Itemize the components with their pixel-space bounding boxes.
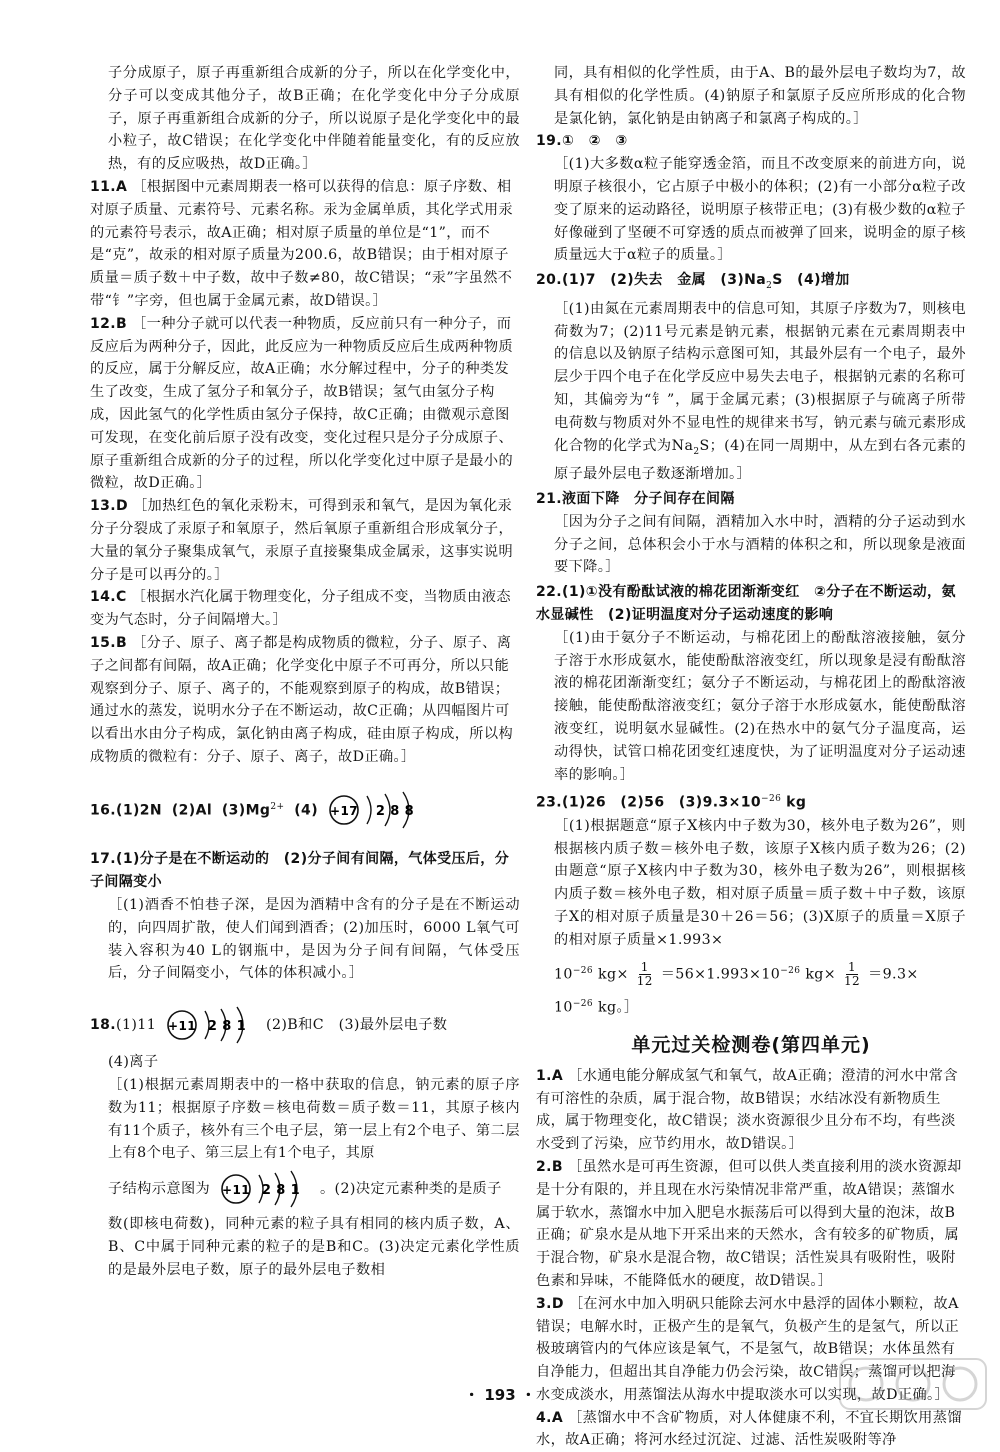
s2-explanation: ［虽然水是可再生资源，但可以供人类直接利用的淡水资源却是十分有限的，并且现在水污染情况非常严重，故A错误；蒸馏水属于软水，蒸馏水中加入肥皂水振荡后可以得到大量的泡沫，故B正确；矿泉水是从地下开采出来的天然水，含有较多的矿物质，属于混合物，矿泉水是混合物，故C错误；活性炭具有吸附性，吸附色素和异味，不能降低水的硬度，故D错误。］ xyxy=(536,1158,962,1289)
q15-number: 15. xyxy=(90,634,117,651)
q23-formula-part: 10 xyxy=(554,1000,573,1017)
q23-formula-part: kg。］ xyxy=(597,1000,639,1017)
q16-answer-4: (4) xyxy=(294,802,318,819)
q23-formula-part: 10 xyxy=(554,966,573,983)
q18-nucleus-label-2: +11 xyxy=(222,1183,251,1198)
q23-formula xyxy=(536,954,966,992)
q20-explanation xyxy=(536,298,966,486)
q23-item xyxy=(536,788,966,815)
q19-explanation: ［(1)大多数α粒子能穿透金箔，而且不改变原来的前进方向，说明原子核很小，它占原子中极小的体积；(2)有一小部分α粒子改变了原来的运动路径，说明原子核带正电；(3)有极少数的α粒子好像碰到了坚硬不可穿透的质点而被弹了回来，说明金的原子核质量远大于α粒子的质量。］ xyxy=(554,156,966,264)
q23-formula-part: ＝9.3× xyxy=(868,966,919,983)
q23-formula-exp: −26 xyxy=(572,965,594,976)
q18-explanation-b1: 子结构示意图为 xyxy=(108,1181,211,1198)
q12-item xyxy=(90,313,520,495)
q20-item xyxy=(536,269,966,298)
q16-nucleus-label: +17 xyxy=(329,804,358,819)
q16-item xyxy=(90,787,520,831)
s3-number: 3. xyxy=(536,1295,552,1312)
q13-item xyxy=(90,495,520,586)
page-number: ・ 193 ・ xyxy=(464,1386,536,1404)
s2-number: 2. xyxy=(536,1158,552,1175)
fraction-numerator: 1 xyxy=(848,959,857,974)
q23-formula-end xyxy=(536,993,966,1020)
s2-answer: B xyxy=(551,1158,563,1175)
q17-item xyxy=(90,848,520,894)
q18-explanation-b2: 。(2)决定元素种类的是质子 xyxy=(319,1181,502,1198)
q18-answer-2: (2)B和C (3)最外层电子数 xyxy=(266,1017,448,1034)
q18-explanation-a: ［(1)根据元素周期表中的一格中获取的信息，钠元素的原子序数为11；根据原子序数＝核电荷数＝质子数＝11，其原子核内有11个质子，核外有三个电子层，第一层上有2个电子、第二层上有8个电子、第三层上有1个电子，其原 xyxy=(108,1077,520,1162)
q18-explanation-b xyxy=(90,1167,520,1211)
q23-answer-a: (1)26 (2)56 (3)9.3×10 xyxy=(562,795,762,812)
q12-number: 12. xyxy=(90,315,117,332)
q20-explanation-sub: 2 xyxy=(693,446,700,457)
q12-explanation: ［一种分子就可以代表一种物质，反应前只有一种分子，而反应后为两种分子，因此，此反应为一种物质反应后生成两种物质的反应，属于分解反应，故A正确；水分解过程中，分子的种类发生了改变，生成了氢分子和氧分子，故B错误；氢气由氢分子构成，因此氢气的化学性质由氢分子保持，故C正确；由微观示意图可发现，在变化前后原子没有改变，变化过程只是分子分成原子、原子重新组合成新的分子的过程，所以化学变化过中原子是最小的微粒，故D正确。］ xyxy=(90,315,514,492)
q23-formula-part: kg× xyxy=(805,966,837,983)
q23-explanation: ［(1)根据题意“原子X核内中子数为30，核外电子数为26”，则根据核内质子数＝核外电子数，该原子X核内质子数为26；(2)由题意“原子X核内中子数为30，核外电子数为26”，则根据核内质子数＝核外电子数，相对原子质量＝质子数＋中子数，该原子X的相对原子质量是30＋26＝56；(3)X原子的质量＝X原子的相对原子质量×1.993× xyxy=(554,817,966,948)
q21-answer: 液面下降 分子间存在间隔 xyxy=(562,491,735,507)
q20-answer-sub: 2 xyxy=(766,281,773,291)
q18-shell-electrons: 2 8 1 xyxy=(207,1019,247,1035)
fraction-denominator: 12 xyxy=(844,973,861,988)
q16-charge: 2+ xyxy=(270,801,285,812)
q18-answer-1: (1)11 xyxy=(116,1017,157,1034)
s4-explanation: ［蒸馏水中不含矿物质，对人体健康不利，不宜长期饮用蒸馏水，故A正确；将河水经过沉淀、过滤、活性炭吸附等净 xyxy=(536,1409,962,1449)
q17-answer: (1)分子是在不断运动的 (2)分子间有间隔，气体受压后，分子间隔变小 xyxy=(90,851,510,891)
s1-item xyxy=(536,1065,966,1156)
q22-item xyxy=(536,581,966,627)
q22-number: 22. xyxy=(536,584,563,601)
sodium-atom-structure-diagram-2 xyxy=(219,1169,311,1209)
q23-formula-exp: −26 xyxy=(572,999,594,1010)
q19-number: 19. xyxy=(536,133,563,150)
q18-number: 18. xyxy=(90,1017,117,1034)
q18-answer-4: (4)离子 xyxy=(108,1054,159,1071)
fraction-numerator: 1 xyxy=(640,959,649,974)
q23-formula-exp: −26 xyxy=(780,965,801,976)
s4-answer: A xyxy=(551,1409,564,1426)
q12-answer: B xyxy=(116,315,128,332)
s1-answer: A xyxy=(551,1067,564,1084)
q15-item xyxy=(90,632,520,769)
q23-formula-part: ＝56×1.993×10 xyxy=(660,966,781,983)
chlorine-ion-structure-diagram xyxy=(327,790,437,830)
q13-number: 13. xyxy=(90,498,117,515)
q18-item xyxy=(90,1005,520,1045)
q20-answer-a: (1)7 (2)失去 金属 (3)Na xyxy=(562,272,767,289)
atom-diagram-icon xyxy=(165,1005,257,1045)
q22-answer: (1)①没有酚酞试液的棉花团渐渐变红 ②分子在不断运动，氨水显碱性 (2)证明温度对分子运动速度的影响 xyxy=(536,584,956,623)
q11-answer: A xyxy=(116,178,128,195)
q16-answer-1: (1)2N xyxy=(116,802,163,819)
q18-shell-electrons-2: 2 8 1 xyxy=(261,1183,301,1199)
s1-number: 1. xyxy=(536,1067,552,1084)
q13-explanation: ［加热红色的氧化汞粉末，可得到汞和氧气，是因为氧化汞分子分裂成了汞原子和氧原子，然后氧原子重新组合形成氧分子，大量的氧分子聚集成氧气，汞原子直接聚集成金属汞，这事实说明分子是可以再分的。］ xyxy=(90,498,514,583)
s3-answer: D xyxy=(551,1295,564,1312)
one-twelfth-fraction xyxy=(637,961,653,988)
fraction-denominator: 12 xyxy=(636,973,653,988)
q20-number: 20. xyxy=(536,272,563,289)
q23-answer-sup: −26 xyxy=(761,794,782,805)
atom-diagram-icon xyxy=(327,790,437,830)
right-column xyxy=(536,62,966,1452)
q23-number: 23. xyxy=(536,795,563,812)
q20-answer-b: S (4)增加 xyxy=(772,272,850,289)
q17-explanation: ［(1)酒香不怕巷子深，是因为酒精中含有的分子是在不断运动的，向四周扩散，使人们闻到酒香；(2)加压时，6000 L氧气可装入容积为40 L的钢瓶中，是因为分子间有间隔，气体受压后，分子间隔变小，气体的体积减小。］ xyxy=(108,897,520,982)
left-continuation: 子分成原子，原子再重新组合成新的分子，所以在化学变化中，分子可以变成其他分子，故B正确；在化学变化中分子分成原子，原子再重新组合成新的分子，所以说原子是化学变化中的最小粒子，故C错误；在化学变化中伴随着能量变化，有的反应放热，有的反应吸热，故D正确。］ xyxy=(108,65,520,173)
q20-explanation-a: ［(1)由氮在元素周期表中的信息可知，其原子序数为7，则核电荷数为7；(2)11号元素是钠元素，根据钠元素在元素周期表中的信息以及钠原子结构示意图可知，其最外层有一个电子，最外层少于四个电子在化学反应中易失去电子，根据钠元素的名称可知，其偏旁为“钅”，属于金属元素；(3)根据原子与硫离子所带电荷数与物质对外不显电性的规律来书写，钠元素与硫元素形成化合物的化学式为Na xyxy=(554,300,966,454)
q17-number: 17. xyxy=(90,851,117,868)
left-column xyxy=(90,62,520,1284)
q16-shell-electrons: 2 8 8 xyxy=(375,804,415,820)
one-twelfth-fraction xyxy=(844,961,860,988)
q21-number: 21. xyxy=(536,491,563,507)
q11-number: 11. xyxy=(90,178,117,195)
q21-item xyxy=(536,488,966,511)
q13-answer: D xyxy=(116,498,129,515)
q18-nucleus-label: +11 xyxy=(168,1019,197,1034)
q11-explanation: ［根据图中元素周期表一格可以获得的信息：原子序数、相对原子质量、元素符号、元素名称。汞为金属单质，其化学式用汞的元素符号表示，故A正确；相对原子质量的单位是“1”，而不是“克”，故汞的相对原子质量为200.6，故B错误；由于相对原子质量＝质子数＋中子数，故中子数≠80，故C错误；“汞”字虽然不带“钅”字旁，但也属于金属元素，故D错误。］ xyxy=(90,178,514,309)
q18-explanation-c: 数(即核电荷数)，同种元素的粒子具有相同的核内质子数，A、B、C中属于同种元素的粒子的是B和C。(3)决定元素化学性质的是最外层电子数，原子的最外层电子数相 xyxy=(108,1216,520,1278)
q19-answer: ① ② ③ xyxy=(562,133,628,150)
right-continuation: 同，具有相似的化学性质，由于A、B的最外层电子数均为7，故具有相似的化学性质。(4)钠原子和氯原子反应所形成的化合物是氯化钠，氯化钠是由钠离子和氯离子构成的。］ xyxy=(554,65,966,127)
q20-explanation-b: S；(4)在同一周期中，从左到右各元素的原子最外层电子数逐渐增加。］ xyxy=(554,437,967,483)
s2-item xyxy=(536,1156,966,1293)
q16-answer-3: (3)Mg xyxy=(221,802,271,819)
s3-explanation: ［在河水中加入明矾只能除去河水中悬浮的固体小颗粒，故A错误；电解水时，正极产生的是氧气，负极产生的是氢气，所以正极玻璃管内的气体应该是氧气，不是氢气，故B错误；水体虽然有自净能力，但超出其自净能力仍会污染，故C错误；蒸馏可以把海水变成淡水，用蒸馏法从海水中提取淡水可以实现，故D正确。］ xyxy=(536,1295,960,1403)
atom-diagram-icon xyxy=(219,1169,311,1209)
q19-item xyxy=(536,130,966,153)
s1-explanation: ［水通电能分解成氢气和氧气，故A正确；澄清的河水中常含有可溶性的杂质，属于混合物，故B错误；水结冰没有新物质生成，属于物理变化，故C错误；淡水资源很少且分布不均，有些淡水受到了污染，应节约用水，故D错误。］ xyxy=(536,1067,958,1153)
q14-explanation: ［根据水汽化属于物理变化，分子组成不变，当物质由液态变为气态时，分子间隔增大。］ xyxy=(90,589,511,629)
q14-item xyxy=(90,586,520,632)
q11-item xyxy=(90,176,520,313)
s4-number: 4. xyxy=(536,1409,552,1426)
q14-number: 14. xyxy=(90,589,117,606)
q22-explanation: ［(1)由于氨分子不断运动，与棉花团上的酚酞溶液接触，氨分子溶于水形成氨水，能使酚酞溶液变红，所以现象是浸有酚酞溶液的棉花团渐渐变红；氨分子不断运动，与棉花团上的酚酞溶液接触，能使酚酞溶液变红；氨分子溶于水形成氨水，能使酚酞溶液变红，说明氨水显碱性。(2)在热水中的氨气分子温度高，运动得快，试管口棉花团变红速度快，为了证明温度对分子运动速率的影响。］ xyxy=(554,629,966,783)
sodium-atom-structure-diagram xyxy=(165,1005,257,1045)
q16-answer-2: (2)Al xyxy=(171,802,213,819)
watermark-logo-icon xyxy=(838,1355,988,1413)
q15-answer: B xyxy=(116,634,128,651)
s4-item xyxy=(536,1407,966,1452)
q23-answer-b: kg xyxy=(786,795,807,812)
q21-explanation: ［因为分子之间有间隔，酒精加入水中时，酒精的分子运动到水分子之间，总体积会小于水与酒精的体积之和，所以现象是液面要下降。］ xyxy=(554,513,966,576)
q14-answer: C xyxy=(116,589,127,606)
q16-number: 16. xyxy=(90,802,117,819)
q15-explanation: ［分子、原子、离子都是构成物质的微粒，分子、原子、离子之间都有间隔，故A正确；化学变化中原子不可再分，所以只能观察到分子、原子、离子的，不能观察到原子的构成，故B错误；通过水的蒸发，说明水分子在不断运动，故C正确；从四幅图片可以看出水由分子构成，氯化钠由离子构成，硅由原子构成，所以构成物质的微粒有：分子、原子、离子，故D正确。］ xyxy=(90,634,514,765)
section-title: 单元过关检测卷(第四单元) xyxy=(631,1033,871,1056)
q23-formula-part: kg× xyxy=(597,966,629,983)
